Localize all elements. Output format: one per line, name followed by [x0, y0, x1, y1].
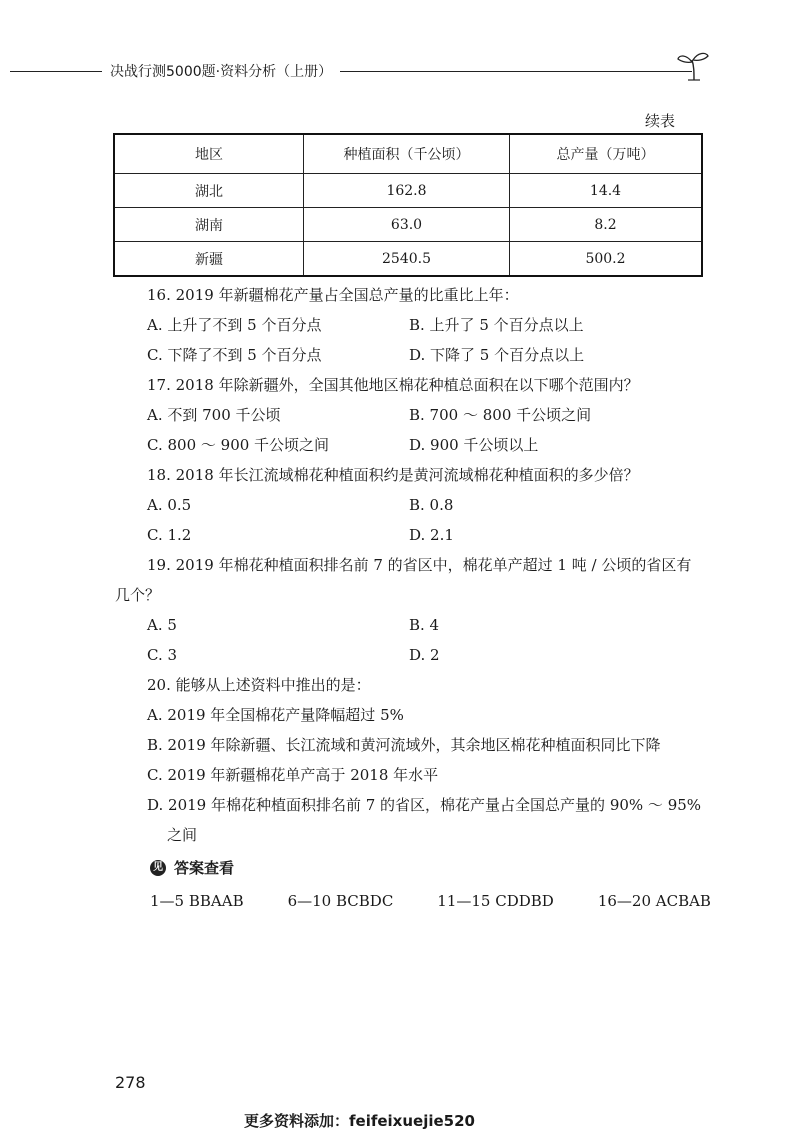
question-20-stem: 20. 能够从上述资料中推出的是：: [147, 676, 371, 694]
answer-section: [150, 857, 755, 910]
answer-badge-icon: 见: [150, 860, 166, 876]
question-18-stem: 18. 2018 年长江流域棉花种植面积约是黄河流域棉花种植面积的多少倍？: [147, 466, 639, 484]
col-header-area: 种植面积（千公顷）: [304, 134, 510, 174]
cell-area: 63.0: [304, 208, 510, 242]
footer-note: 更多资料添加：feifeixuejie520: [244, 1112, 475, 1130]
option-c: C. 1.2: [147, 526, 192, 544]
cell-output: 500.2: [510, 242, 703, 277]
table-header-row: [114, 134, 702, 174]
cell-output: 14.4: [510, 174, 703, 208]
answer-heading: [150, 857, 755, 878]
option-c: C. 下降了不到 5 个百分点: [147, 346, 322, 364]
option-a: A. 2019 年全国棉花产量降幅超过 5%: [147, 706, 404, 724]
option-d-continued: 之间: [167, 826, 198, 844]
option-a: A. 5: [147, 616, 177, 634]
cell-region: 湖南: [114, 208, 304, 242]
table-row: [114, 174, 702, 208]
question-18-options-row: [147, 490, 717, 520]
question-19-options-row: [147, 640, 717, 670]
answer-group: 6—10 BCBDC: [287, 892, 394, 910]
question-17-options-row: [147, 430, 717, 460]
header-rule-right: [340, 71, 692, 72]
question-list: [115, 280, 717, 850]
question-16-options-row: [147, 310, 717, 340]
page-number: 278: [115, 1073, 146, 1092]
option-c: C. 2019 年新疆棉花单产高于 2018 年水平: [147, 766, 439, 784]
option-b: B. 4: [409, 616, 440, 634]
option-d: D. 2.1: [409, 526, 454, 544]
cotton-data-table: [113, 133, 703, 277]
sprout-icon: [676, 50, 716, 84]
book-title: 决战行测5000题·资料分析（上册）: [110, 64, 333, 80]
col-header-region: 地区: [114, 134, 304, 174]
header-rule-left: [10, 71, 102, 72]
option-c: C. 3: [147, 646, 178, 664]
question-19-stem-continued: 几个？: [115, 586, 161, 604]
cell-region: 湖北: [114, 174, 304, 208]
question-16-options-row: [147, 340, 717, 370]
question-19-options-row: [147, 610, 717, 640]
answer-key-row: [150, 892, 755, 910]
answer-title: 答案查看: [174, 859, 235, 877]
option-a: A. 不到 700 千公顷: [147, 406, 281, 424]
option-b: B. 2019 年除新疆、长江流域和黄河流域外，其余地区棉花种植面积同比下降: [147, 736, 661, 754]
table-row: [114, 242, 702, 277]
option-b: B. 上升了 5 个百分点以上: [409, 316, 584, 334]
answer-group: 1—5 BBAAB: [150, 892, 244, 910]
option-b: B. 700 ～ 800 千公顷之间: [409, 406, 592, 424]
option-d: D. 2: [409, 646, 440, 664]
table-row: [114, 208, 702, 242]
option-d: D. 下降了 5 个百分点以上: [409, 346, 585, 364]
table-caption: 续表: [644, 112, 675, 130]
cell-area: 2540.5: [304, 242, 510, 277]
question-16-stem: 16. 2019 年新疆棉花产量占全国总产量的比重比上年：: [147, 286, 519, 304]
option-c: C. 800 ～ 900 千公顷之间: [147, 436, 330, 454]
option-d: D. 2019 年棉花种植面积排名前 7 的省区，棉花产量占全国总产量的 90% ～ 95%: [147, 796, 702, 814]
running-header: [0, 50, 800, 90]
cell-output: 8.2: [510, 208, 703, 242]
question-19-stem: 19. 2019 年棉花种植面积排名前 7 的省区中，棉花单产超过 1 吨 / 公顷的省区有: [147, 556, 692, 574]
question-17-stem: 17. 2018 年除新疆外，全国其他地区棉花种植总面积在以下哪个范围内？: [147, 376, 639, 394]
option-a: A. 上升了不到 5 个百分点: [147, 316, 322, 334]
answer-group: 16—20 ACBAB: [597, 892, 711, 910]
option-a: A. 0.5: [147, 496, 192, 514]
cell-area: 162.8: [304, 174, 510, 208]
cell-region: 新疆: [114, 242, 304, 277]
question-18-options-row: [147, 520, 717, 550]
question-17-options-row: [147, 400, 717, 430]
answer-group: 11—15 CDDBD: [437, 892, 554, 910]
option-b: B. 0.8: [409, 496, 454, 514]
col-header-output: 总产量（万吨）: [510, 134, 703, 174]
option-d: D. 900 千公顷以上: [409, 436, 539, 454]
